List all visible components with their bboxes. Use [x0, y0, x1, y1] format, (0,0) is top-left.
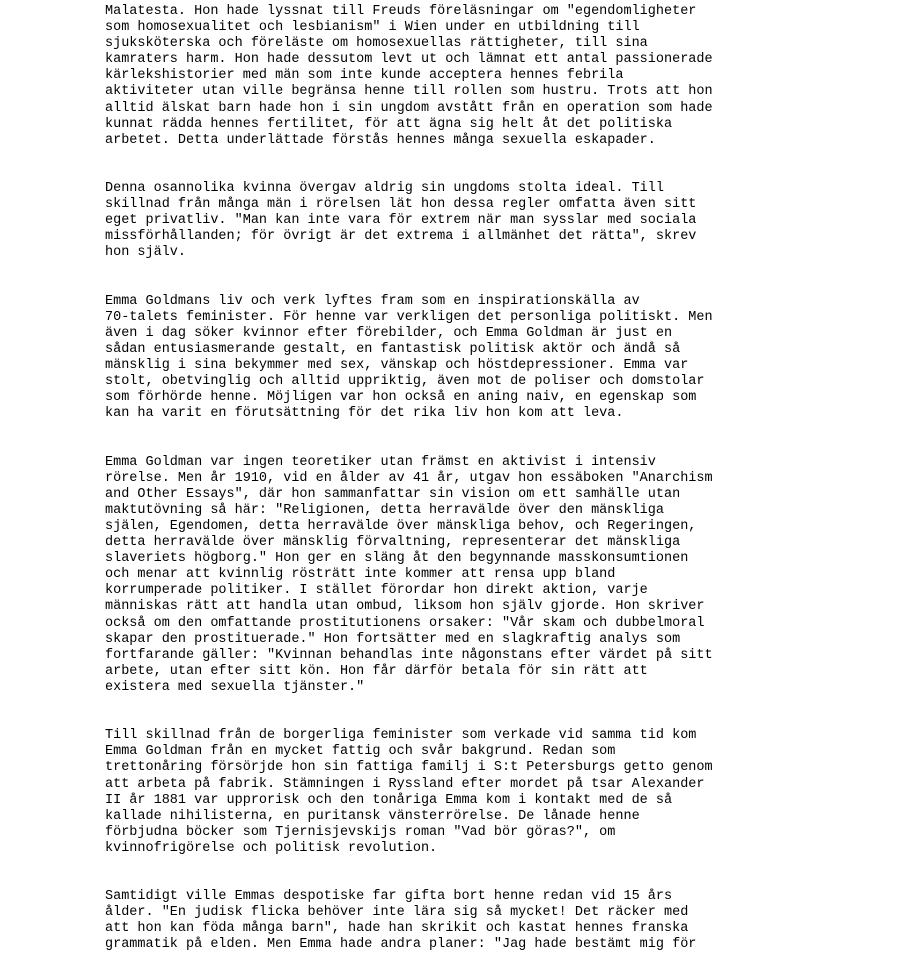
text-line: även i dag söker kvinnor efter förebilder, och Emma Goldman är just en: [105, 325, 673, 341]
paragraph-spacer: [105, 149, 885, 181]
text-line: kunnat rädda hennes fertilitet, för att ägna sig helt åt det politiska: [105, 116, 673, 132]
paragraph-spacer: [105, 696, 885, 728]
text-line: slaveriets högborg." Hon ger en släng åt den begynnande masskonsumtionen: [105, 551, 689, 567]
text-line: existera med sexuella tjänster.": [105, 679, 365, 695]
text-line: skapar den prostituerade." Hon fortsätter med en slagkraftig analys som: [105, 631, 681, 647]
text-line: människas rätt att handla utan ombud, liksom hon själv gjorde. Hon skriver: [105, 599, 705, 615]
text-line: Denna osannolika kvinna övergav aldrig sin ungdoms stolta ideal. Till: [105, 181, 664, 197]
paragraph-3: [105, 294, 885, 423]
paragraph-4: [105, 455, 885, 696]
text-line: Emma Goldman var ingen teoretiker utan främst en aktivist i intensiv: [105, 454, 656, 470]
document-body: [105, 4, 885, 954]
text-line: missförhållanden; för övrigt är det extrema i allmänhet det rätta", skrev: [105, 229, 697, 245]
text-line: ålder. "En judisk flicka behöver inte lära sig så mycket! Det räcker med: [105, 905, 689, 921]
text-line: sjuksköterska och föreläste om homosexuellas rättigheter, till sina: [105, 36, 648, 52]
text-line: som förhörde henne. Möjligen var hon också en aning naiv, en egenskap som: [105, 390, 697, 406]
text-line: förbjudna böcker som Tjernisjevskijs roman "Vad bör göras?", om: [105, 824, 616, 840]
text-line: korrumperade politiker. I stället förordar hon direkt aktion, varje: [105, 583, 648, 599]
text-line: själen, Egendomen, detta herravälde över mänskliga behov, och Regeringen,: [105, 519, 697, 534]
paragraph-5: [105, 728, 885, 857]
text-line: stolt, obetvinglig och alltid uppriktig, även mot de poliser och domstolar: [105, 374, 705, 390]
text-line: Emma Goldman från en mycket fattig och svår bakgrund. Redan som: [105, 744, 616, 760]
text-line: II år 1881 var upprorisk och den tonåriga Emma kom i kontakt med de så: [105, 792, 673, 808]
text-line: skillnad från många män i rörelsen lät hon dessa regler omfatta även sitt: [105, 197, 697, 213]
text-line: eget privatliv. "Man kan inte vara för extrem när man sysslar med sociala: [105, 213, 697, 229]
paragraph-1: [105, 4, 885, 149]
text-line: att hon kan föda många barn", hade han skrikit och kastat hennes franska: [105, 921, 689, 937]
text-line: and Other Essays", där hon sammanfattar sin vision om ett samhälle utan: [105, 486, 681, 502]
text-line: också om den omfattande prostitutionens orsaker: "Vår skam och dubbelmoral: [105, 615, 705, 631]
text-line: alltid älskat barn hade hon i sin ungdom avstått från en operation som hade: [105, 100, 713, 116]
paragraph-2: [105, 181, 885, 261]
text-line: maktutövning så här: "Religionen, detta herravälde över den mänskliga: [105, 502, 664, 518]
text-line: som homosexualitet och lesbianism" i Wien under en utbildning till: [105, 20, 640, 36]
text-line: och menar att kvinnlig rösträtt inte kommer att rensa upp bland: [105, 567, 616, 583]
text-line: detta herravälde över mänsklig förvaltning, representerar det mänskliga: [105, 535, 681, 551]
text-line: kärlekshistorier med män som inte kunde acceptera hennes febrila: [105, 68, 624, 84]
paragraph-spacer: [105, 422, 885, 454]
paragraph-6: [105, 889, 885, 953]
text-line: Till skillnad från de borgerliga feminister som verkade vid samma tid kom: [105, 728, 697, 744]
text-line: grammatik på elden. Men Emma hade andra planer: "Jag hade bestämt mig för: [105, 937, 697, 953]
paragraph-spacer: [105, 857, 885, 889]
text-line: arbetet. Detta underlättade förstås hennes många sexuella eskapader.: [105, 132, 656, 148]
text-line: kamraters harm. Hon hade dessutom levt ut och lämnat ett antal passionerade: [105, 52, 713, 68]
text-line: fortfarande gäller: "Kvinnan behandlas inte någonstans efter värdet på sitt: [105, 647, 713, 663]
text-line: Malatesta. Hon hade lyssnat till Freuds föreläsningar om "egendomligheter: [105, 4, 697, 19]
text-line: mänsklig i sina bekymmer med sex, vänskap och höstdepressioner. Emma var: [105, 358, 689, 374]
text-line: sådan entusiasmerande gestalt, en fantastisk politisk aktör och ändå så: [105, 341, 681, 357]
text-line: 70-talets feminister. För henne var verkligen det personliga politiskt. Men: [105, 309, 713, 325]
text-line: trettonåring försörjde hon sin fattiga familj i S:t Petersburgs getto genom: [105, 760, 713, 776]
text-line: kvinnofrigörelse och politisk revolution.: [105, 840, 438, 856]
text-line: arbete, utan efter sitt kön. Hon får därför betala för sin rätt att: [105, 663, 648, 679]
text-line: kallade nihilisterna, en puritansk vänsterrörelse. De lånade henne: [105, 808, 640, 824]
text-line: aktiviteter utan ville begränsa henne till rollen som hustru. Trots att hon: [105, 84, 713, 100]
text-line: Emma Goldmans liv och verk lyftes fram som en inspirationskälla av: [105, 293, 640, 309]
text-line: hon själv.: [105, 245, 187, 261]
text-line: att arbeta på fabrik. Stämningen i Ryssland efter mordet på tsar Alexander: [105, 776, 705, 792]
paragraph-spacer: [105, 262, 885, 294]
text-line: Samtidigt ville Emmas despotiske far gifta bort henne redan vid 15 års: [105, 889, 673, 905]
text-line: kan ha varit en förutsättning för det rika liv hon kom att leva.: [105, 406, 624, 422]
text-line: rörelse. Men år 1910, vid en ålder av 41 år, utgav hon essäboken "Anarchism: [105, 470, 713, 486]
